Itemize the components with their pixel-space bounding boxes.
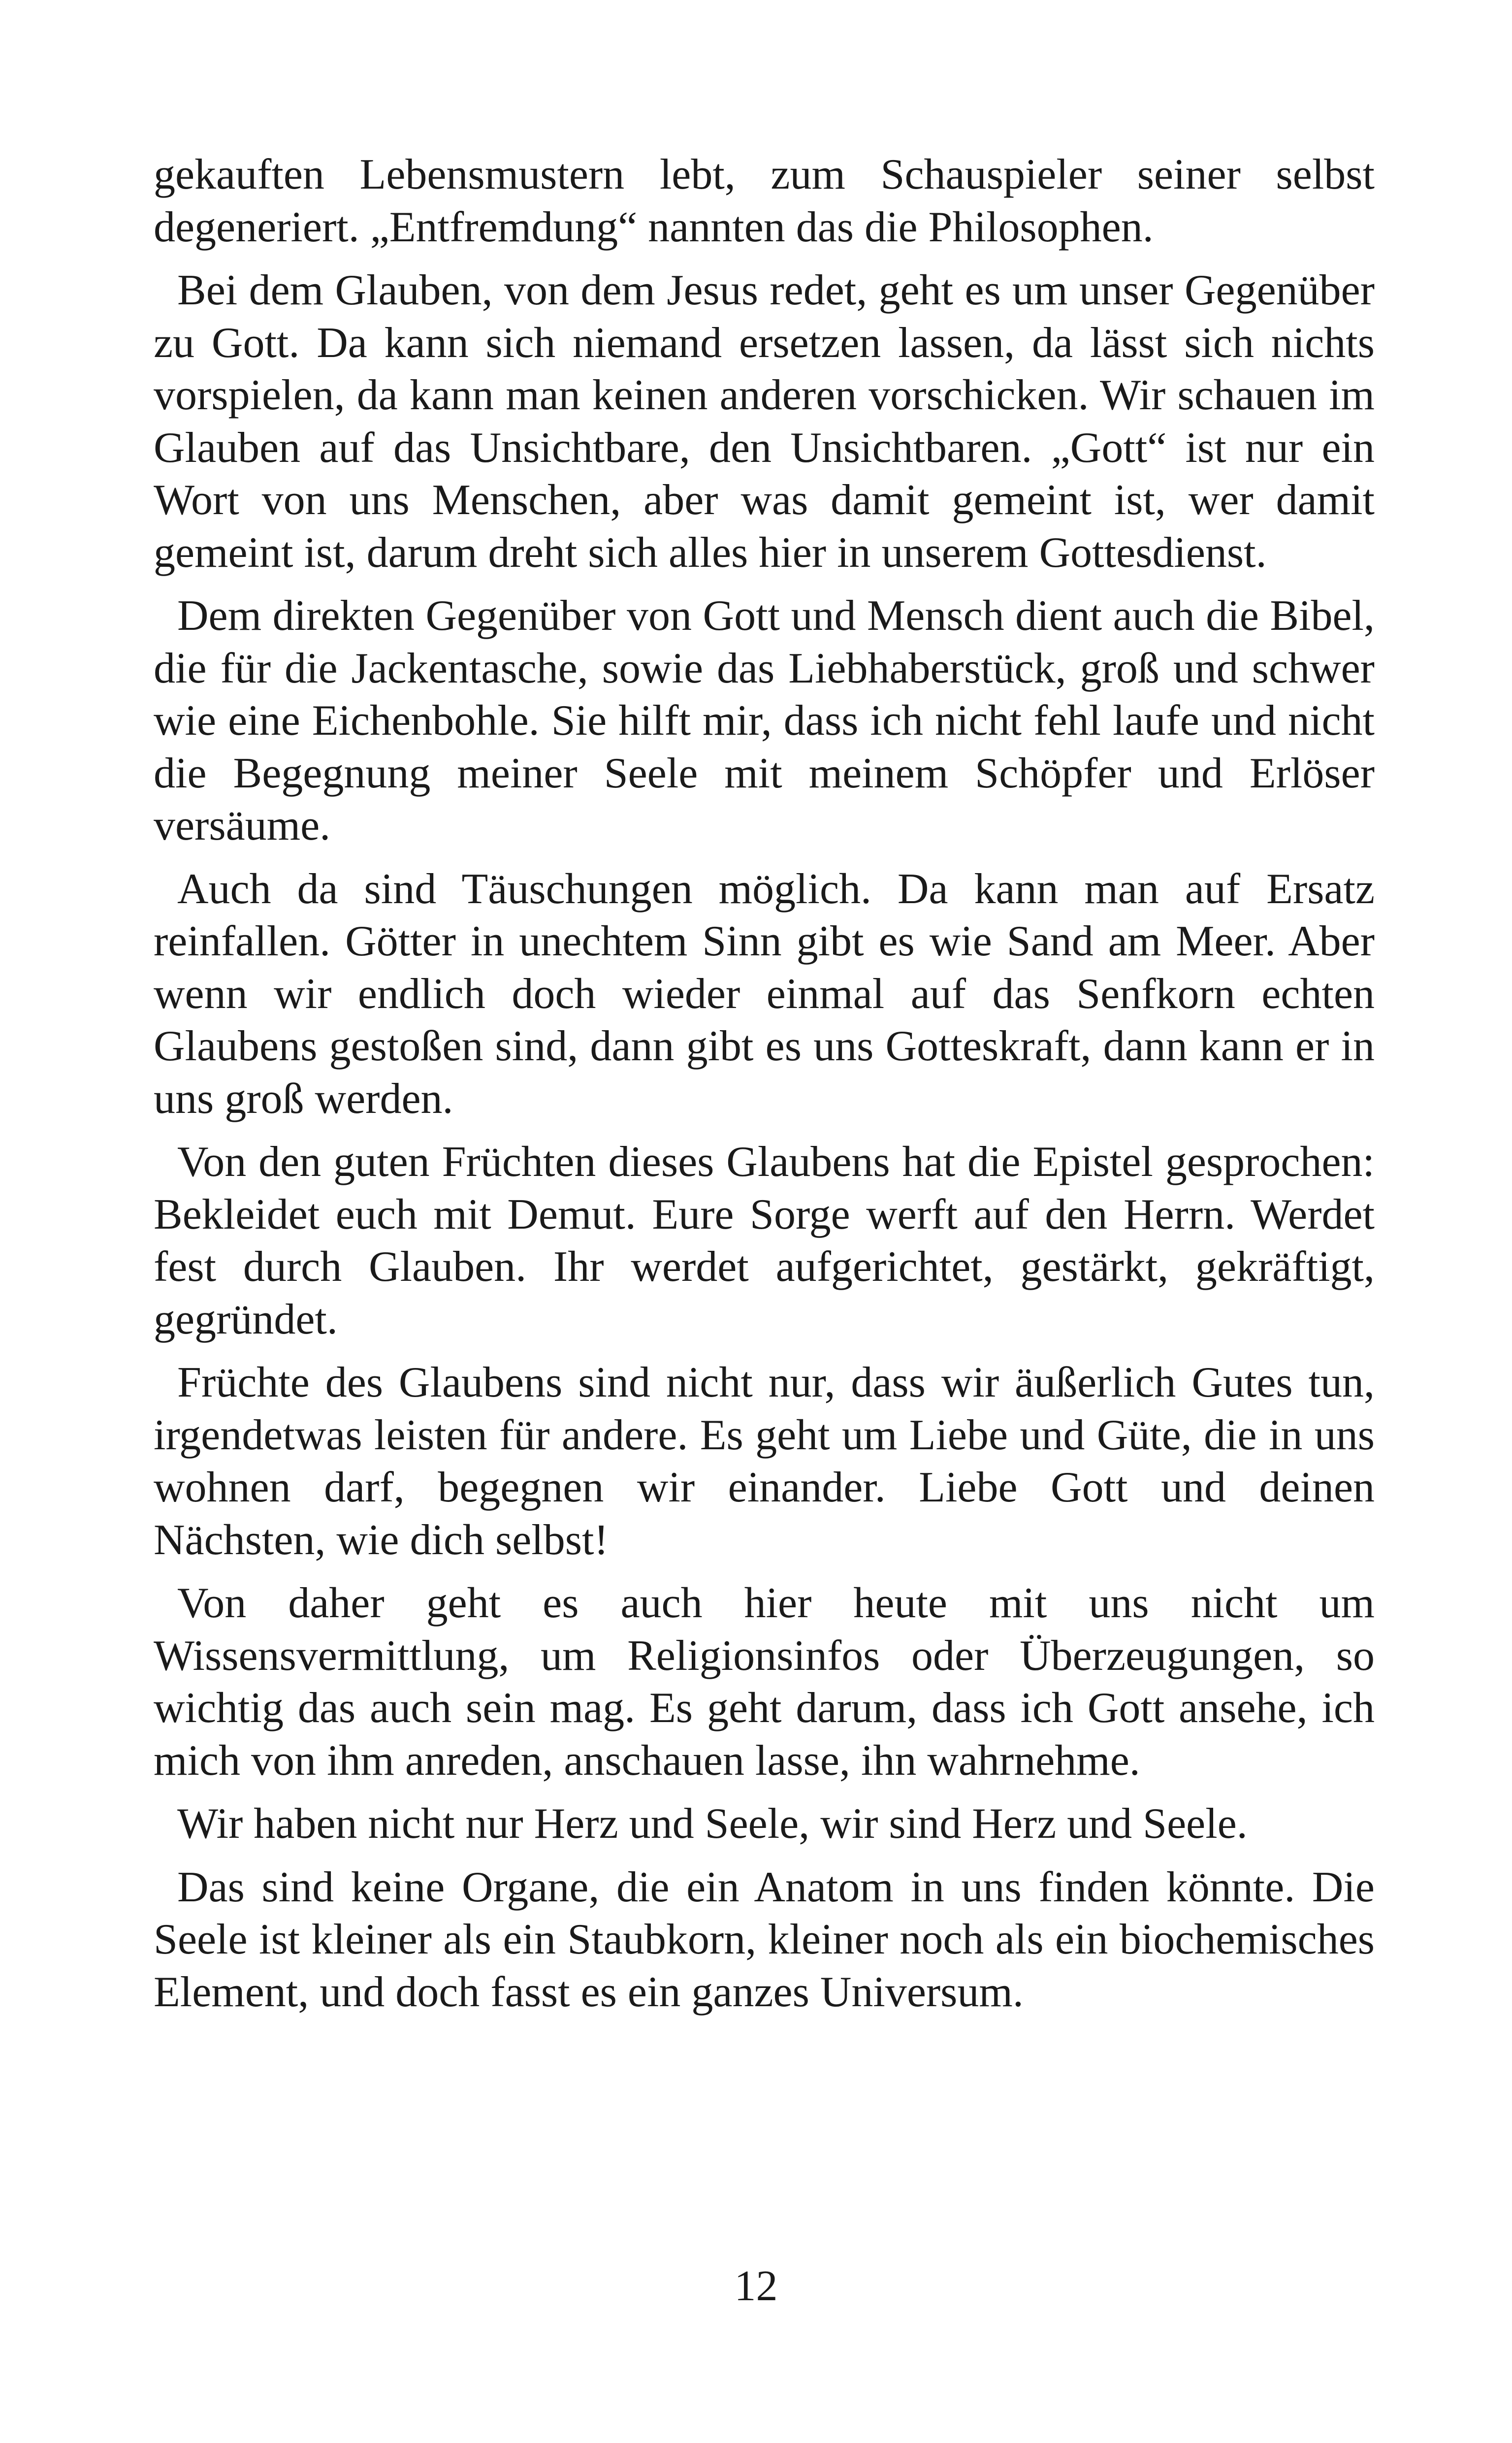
paragraph-1: gekauften Lebensmustern lebt, zum Schauspieler seiner selbst degeneriert. „Entfremdung“ nannten das die Philosophen. [154, 151, 1375, 251]
paragraph-8: Wir haben nicht nur Herz und Seele, wir sind Herz und Seele. [177, 1800, 1248, 1848]
paragraph-2: Bei dem Glauben, von dem Jesus redet, geht es um unser Gegenüber zu Gott. Da kann sich niemand ersetzen lassen, da lässt sich nichts vorspielen, da kann man keinen anderen vorschicken. Wir schauen im Glauben auf das Unsichtbare, den Unsichtbaren. „Gott“ ist nur ein Wort von uns Menschen, aber was damit gemeint ist, wer damit gemeint ist, darum dreht sich alles hier in unserem Gottesdienst. [154, 266, 1375, 577]
paragraph-7: Von daher geht es auch hier heute mit uns nicht um Wissensvermittlung, um Religionsinfos oder Überzeugungen, so wichtig das auch sein mag. Es geht darum, dass ich Gott ansehe, ich mich von ihm anreden, anschauen lasse, ihn wahrnehme. [154, 1579, 1375, 1785]
page-number: 12 [734, 2262, 778, 2310]
paragraph-6: Früchte des Glaubens sind nicht nur, dass wir äußerlich Gutes tun, irgendetwas leisten für andere. Es geht um Liebe und Güte, die in uns wohnen darf, begegnen wir einander. Liebe Gott und deinen Nächsten, wie dich selbst! [154, 1359, 1375, 1564]
paragraph-3: Dem direkten Gegenüber von Gott und Mensch dient auch die Bibel, die für die Jackentasche, sowie das Liebhaberstück, groß und schwer wie eine Eichenbohle. Sie hilft mir, dass ich nicht fehl laufe und nicht die Begegnung meiner Seele mit meinem Schöpfer und Erlöser versäume. [154, 592, 1375, 849]
paragraph-4: Auch da sind Täuschungen möglich. Da kann man auf Ersatz reinfallen. Götter in unechtem Sinn gibt es wie Sand am Meer. Aber wenn wir endlich doch wieder einmal auf das Senfkorn echten Glaubens gestoßen sind, dann gibt es uns Gotteskraft, dann kann er in uns groß werden. [154, 865, 1375, 1123]
paragraph-9: Das sind keine Organe, die ein Anatom in uns finden könnte. Die Seele ist kleiner als ein Staubkorn, kleiner noch als ein biochemisches Element, und doch fasst es ein ganzes Universum. [154, 1863, 1375, 2016]
paragraph-5: Von den guten Früchten dieses Glaubens hat die Epistel gesprochen: Bekleidet euch mit Demut. Eure Sorge werft auf den Herrn. Werdet fest durch Glauben. Ihr werdet aufgerichtet, gestärkt, gekräftigt, gegründet. [154, 1138, 1375, 1343]
body-text [154, 149, 1375, 2029]
